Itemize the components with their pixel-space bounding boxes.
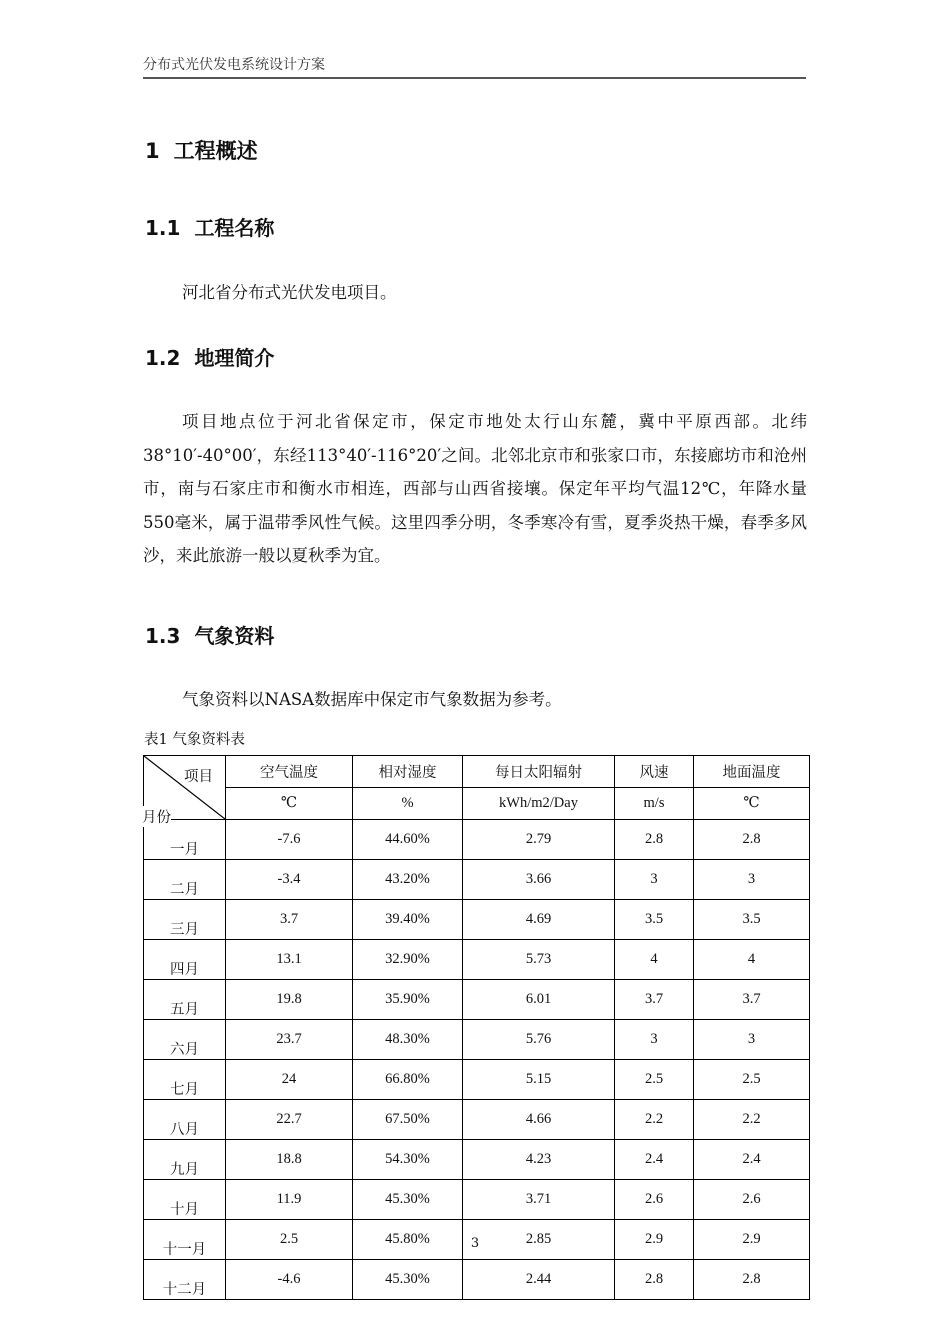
- data-cell: -7.6: [226, 820, 353, 860]
- month-cell: 九月: [144, 1140, 226, 1180]
- data-cell: 2.9: [694, 1220, 810, 1260]
- section-number: 1.3: [145, 624, 181, 648]
- data-cell: 39.40%: [353, 900, 463, 940]
- data-cell: 2.5: [226, 1220, 353, 1260]
- data-cell: 54.30%: [353, 1140, 463, 1180]
- month-cell: 七月: [144, 1060, 226, 1100]
- unit-cell: ℃: [694, 788, 810, 820]
- table-header-row: [144, 756, 810, 788]
- section-title: 气象资料: [194, 624, 275, 648]
- data-cell: 23.7: [226, 1020, 353, 1060]
- data-cell: 3: [615, 860, 694, 900]
- table-row: [144, 940, 810, 980]
- weather-data-table: [143, 755, 810, 1300]
- data-cell: 3.7: [615, 980, 694, 1020]
- unit-cell: %: [353, 788, 463, 820]
- data-cell: 2.5: [615, 1060, 694, 1100]
- table-row: [144, 1100, 810, 1140]
- table-corner-cell: [142, 756, 226, 826]
- chapter-heading: [145, 135, 258, 165]
- table-row: [144, 900, 810, 940]
- data-cell: 2.79: [463, 820, 615, 860]
- project-name-paragraph: 河北省分布式光伏发电项目。: [182, 283, 397, 302]
- column-header: 地面温度: [694, 756, 810, 788]
- data-cell: 2.2: [615, 1100, 694, 1140]
- section-number: 1.1: [145, 216, 181, 240]
- data-cell: 45.30%: [353, 1180, 463, 1220]
- data-cell: 44.60%: [353, 820, 463, 860]
- data-cell: 4.69: [463, 900, 615, 940]
- table-caption: 表1 气象资料表: [144, 732, 245, 748]
- section-title: 工程名称: [194, 216, 275, 240]
- data-cell: 2.8: [615, 820, 694, 860]
- data-cell: 5.76: [463, 1020, 615, 1060]
- data-cell: 18.8: [226, 1140, 353, 1180]
- month-cell: 八月: [144, 1100, 226, 1140]
- data-cell: 4.23: [463, 1140, 615, 1180]
- data-cell: 2.4: [694, 1140, 810, 1180]
- data-cell: 2.8: [694, 1260, 810, 1300]
- data-cell: 3.7: [226, 900, 353, 940]
- data-cell: 43.20%: [353, 860, 463, 900]
- data-cell: 24: [226, 1060, 353, 1100]
- month-cell: 一月: [144, 820, 226, 860]
- data-cell: 3.66: [463, 860, 615, 900]
- month-cell: 十一月: [144, 1220, 226, 1260]
- month-cell: 四月: [144, 940, 226, 980]
- data-cell: -4.6: [226, 1260, 353, 1300]
- data-cell: 3.5: [694, 900, 810, 940]
- section-heading-1-2: [145, 342, 274, 371]
- data-cell: 3.7: [694, 980, 810, 1020]
- chapter-title: 工程概述: [173, 139, 258, 163]
- month-cell: 五月: [144, 980, 226, 1020]
- table-row: [144, 820, 810, 860]
- column-header: 相对湿度: [353, 756, 463, 788]
- data-cell: 2.8: [694, 820, 810, 860]
- column-header: 风速: [615, 756, 694, 788]
- data-cell: 4: [694, 940, 810, 980]
- data-cell: 2.9: [615, 1220, 694, 1260]
- running-header: 分布式光伏发电系统设计方案: [143, 57, 325, 73]
- data-cell: 3: [694, 1020, 810, 1060]
- data-cell: 2.5: [694, 1060, 810, 1100]
- data-cell: 32.90%: [353, 940, 463, 980]
- data-cell: 35.90%: [353, 980, 463, 1020]
- weather-source-paragraph: 气象资料以NASA数据库中保定市气象数据为参考。: [182, 690, 562, 709]
- chapter-number: 1: [145, 139, 160, 163]
- data-cell: 2.85: [463, 1220, 615, 1260]
- data-cell: 45.80%: [353, 1220, 463, 1260]
- corner-label-month: 月份: [142, 806, 171, 827]
- column-header: 每日太阳辐射: [463, 756, 615, 788]
- data-cell: 3: [694, 860, 810, 900]
- column-header: 空气温度: [226, 756, 353, 788]
- table-row: [144, 1260, 810, 1300]
- data-cell: 2.6: [615, 1180, 694, 1220]
- data-cell: 2.2: [694, 1100, 810, 1140]
- data-cell: 45.30%: [353, 1260, 463, 1300]
- geography-paragraph: 项目地点位于河北省保定市，保定市地处太行山东麓，冀中平原西部。北纬38°10′-40°00′，东经113°40′-116°20′之间。北邻北京市和张家口市，东接廊坊市和沧州市，南与石家庄市和衡水市相连，西部与山西省接壤。保定年平均气温12℃，年降水量550毫米，属于温带季风性气候。这里四季分明，冬季寒冷有雪，夏季炎热干燥，春季多风沙，来此旅游一般以夏秋季为宜。: [143, 412, 807, 566]
- data-cell: 66.80%: [353, 1060, 463, 1100]
- data-cell: 2.8: [615, 1260, 694, 1300]
- unit-cell: m/s: [615, 788, 694, 820]
- unit-cell: kWh/m2/Day: [463, 788, 615, 820]
- corner-label-item: 项目: [184, 769, 213, 785]
- data-cell: 19.8: [226, 980, 353, 1020]
- data-cell: 5.15: [463, 1060, 615, 1100]
- data-cell: 3.71: [463, 1180, 615, 1220]
- section-heading-1-1: [145, 212, 274, 241]
- data-cell: 4.66: [463, 1100, 615, 1140]
- month-cell: 六月: [144, 1020, 226, 1060]
- data-cell: 3.5: [615, 900, 694, 940]
- table-row: [144, 1140, 810, 1180]
- data-cell: 13.1: [226, 940, 353, 980]
- page-number: 3: [470, 1236, 480, 1251]
- data-cell: 4: [615, 940, 694, 980]
- month-cell: 十二月: [144, 1260, 226, 1300]
- table-row: [144, 1180, 810, 1220]
- table-unit-row: [144, 788, 810, 820]
- section-number: 1.2: [145, 346, 181, 370]
- data-cell: 22.7: [226, 1100, 353, 1140]
- table-row: [144, 860, 810, 900]
- header-rule: [143, 77, 806, 79]
- table-row: [144, 980, 810, 1020]
- data-cell: 3: [615, 1020, 694, 1060]
- section-title: 地理简介: [194, 346, 275, 370]
- data-cell: 6.01: [463, 980, 615, 1020]
- unit-cell: ℃: [226, 788, 353, 820]
- data-cell: 11.9: [226, 1180, 353, 1220]
- table-row: [144, 1060, 810, 1100]
- table-row: [144, 1020, 810, 1060]
- data-cell: 2.44: [463, 1260, 615, 1300]
- data-cell: -3.4: [226, 860, 353, 900]
- data-cell: 2.4: [615, 1140, 694, 1180]
- month-cell: 二月: [144, 860, 226, 900]
- data-cell: 67.50%: [353, 1100, 463, 1140]
- month-cell: 十月: [144, 1180, 226, 1220]
- data-cell: 5.73: [463, 940, 615, 980]
- data-cell: 2.6: [694, 1180, 810, 1220]
- month-cell: 三月: [144, 900, 226, 940]
- data-cell: 48.30%: [353, 1020, 463, 1060]
- section-heading-1-3: [145, 620, 274, 649]
